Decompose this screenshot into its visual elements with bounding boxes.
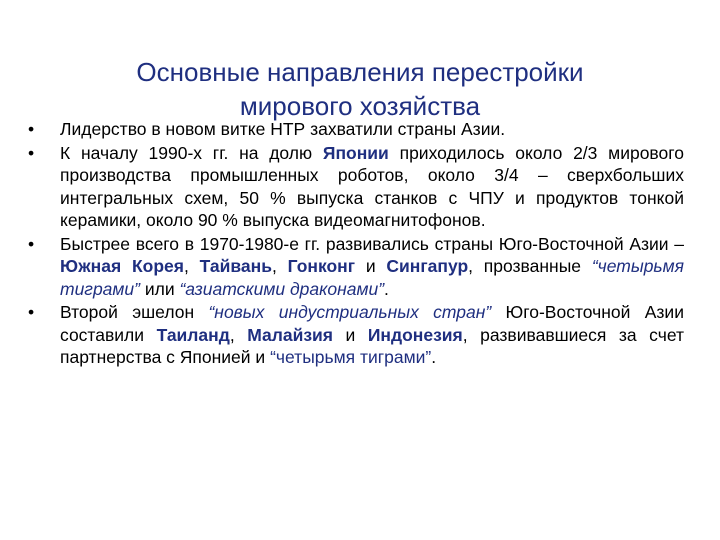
bullet-text: Юго-Восточной Азии составили [60, 302, 684, 345]
bullet-text: , [271, 256, 288, 276]
highlight-singapore: Сингапур [386, 256, 469, 276]
bullet-text: Второй эшелон [60, 302, 209, 322]
bullet-item-2 [28, 142, 684, 232]
bullet-text: Быстрее всего в 1970-1980-е гг. развивались страны Юго-Восточной Азии – [60, 233, 684, 254]
highlight-japan: Японии [322, 142, 389, 163]
highlight-indonesia: Индонезия [367, 324, 463, 345]
bullet-text: Лидерство в новом витке НТР захватили страны Азии. [60, 119, 506, 139]
slide-title-line-2: мирового хозяйства [239, 91, 481, 122]
bullet-text: . [431, 347, 437, 367]
bullet-text: , [229, 324, 248, 345]
bullet-text: и [333, 324, 368, 345]
bullet-text: , [183, 256, 200, 276]
bullet-text: и [355, 256, 387, 276]
bullet-icon: • [28, 233, 35, 254]
bullet-icon: • [28, 119, 35, 139]
bullet-icon: • [28, 302, 35, 322]
bullet-item-3 [28, 233, 684, 301]
highlight-thailand: Таиланд [156, 324, 230, 345]
slide-title-line-1: Основные направления перестройки [136, 57, 584, 88]
blue-four-tigers: “четырьмя тиграми” [270, 347, 432, 367]
italic-asian-dragons: “азиатскими драконами” [179, 278, 385, 299]
bullet-item-1 [28, 118, 684, 141]
bullet-text: . [384, 278, 389, 299]
highlight-malaysia: Малайзия [247, 324, 334, 345]
bullet-text: , прозванные [468, 256, 592, 276]
bullet-item-4 [28, 301, 684, 369]
italic-new-industrial-countries: “новых индустриальных стран” [208, 302, 492, 322]
slide-title [60, 55, 660, 123]
highlight-hong-kong: Гонконг [287, 256, 356, 276]
bullet-text: К началу 1990-х гг. на долю [60, 142, 323, 163]
italic-four-tigers: “четырьмя тиграми” [60, 256, 684, 299]
highlight-south-korea: Южная Корея [60, 256, 184, 276]
bullet-list [28, 118, 684, 370]
highlight-taiwan: Тайвань [199, 256, 272, 276]
bullet-icon: • [28, 142, 35, 163]
bullet-text: или [139, 278, 180, 299]
bullet-text: приходилось около 2/3 мирового производства промышленных роботов, около 3/4 – сверхбольших интегральных схем, 50 % выпуска станков с ЧПУ и продуктов тонкой керамики, около 90 % выпуска видеомагнитофонов. [60, 142, 684, 230]
bullet-text: , развивавшиеся за счет партнерства с Японией и [60, 324, 685, 367]
